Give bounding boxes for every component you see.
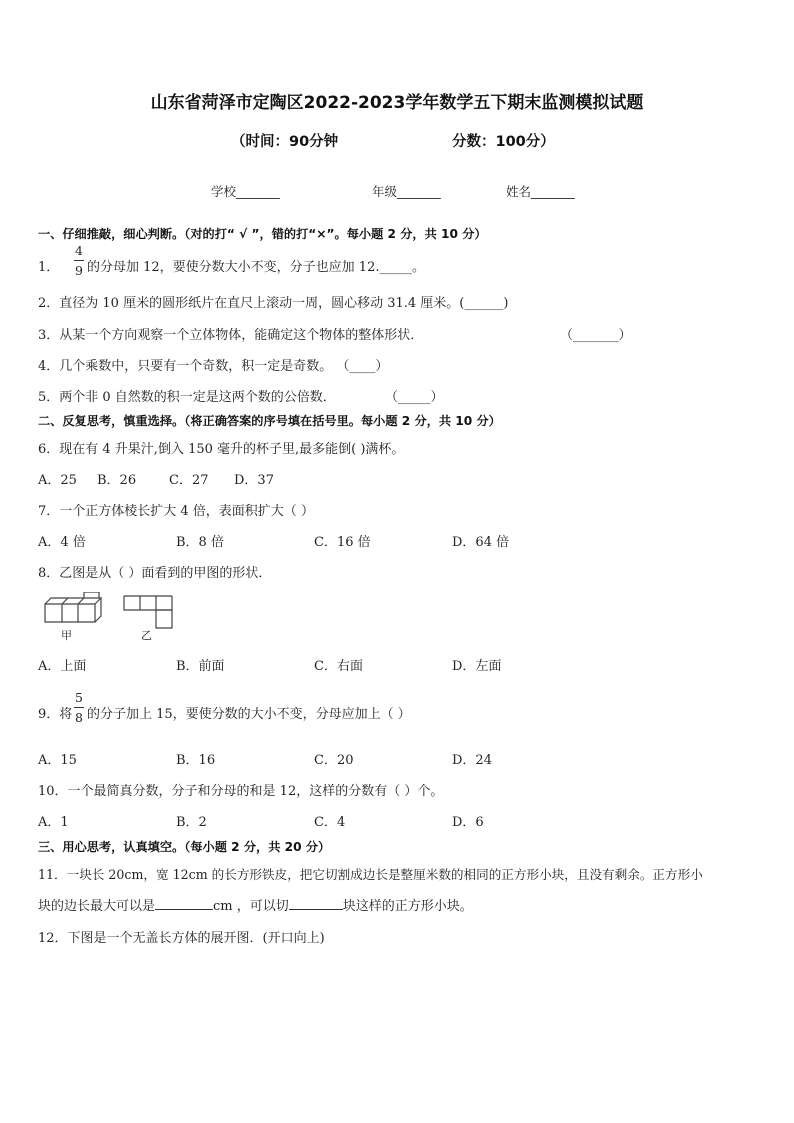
q6-option-a[interactable]: A．25 [38,473,77,488]
school-field[interactable]: 学校_______ [211,184,280,199]
q7-option-a[interactable]: A．4 倍 [38,535,86,550]
question-10: 10．一个最简真分数，分子和分母的和是 12，这样的分数有（ ）个。 [38,784,444,799]
q5-answer-paren[interactable]: （_____） [385,390,444,405]
exam-time: （时间：90分钟 [231,134,339,150]
q1-blank[interactable]: _____ [379,260,412,275]
q11-text-c: 块这样的正方形小块。 [342,899,473,914]
q1-number: 1． [38,260,60,275]
section-3-heading: 三、用心思考，认真填空。（每小题 2 分，共 20 分） [38,840,331,854]
q6-option-d[interactable]: D．37 [234,473,274,488]
q9-frac-numerator: 5 [75,690,83,705]
q9-number: 9．将 [38,707,73,722]
exam-score: 分数：100分） [452,134,555,150]
question-4: 4．几个乘数中，只要有一个奇数，积一定是奇数。 （____） [38,359,389,374]
question-11-line-1: 11．一块长 20cm，宽 12cm 的长方形铁皮，把它切割成边长是整厘米数的相同的正方形小块，且没有剩余。正方形小 [38,867,703,882]
q1-text: 的分母加 12，要使分数大小不变，分子也应加 12. [87,260,380,275]
q8-option-a[interactable]: A．上面 [38,659,87,674]
q9-option-c[interactable]: C．20 [314,753,354,768]
q8-option-c[interactable]: C．右面 [314,659,363,674]
section-1-heading: 一、仔细推敲，细心判断。（对的打“ √ ”，错的打“×”。每小题 2 分，共 10 分） [38,227,487,241]
label-yi: 乙 [141,629,152,642]
question-9: 的分子加上 15，要使分数的大小不变，分母应加上（ ） [87,707,411,722]
q9-frac-denominator: 8 [75,710,83,725]
question-3: 3．从某一个方向观察一个立体物体，能确定这个物体的整体形状． [38,328,424,343]
question-12: 12．下图是一个无盖长方体的展开图．(开口向上) [38,931,325,946]
question-8: 8．乙图是从（ ）面看到的甲图的形状． [38,566,272,581]
question-1 [87,256,425,275]
question-2: 2．直径为 10 厘米的圆形纸片在直尺上滚动一周，圆心移动 31.4 厘米。(______) [38,296,509,311]
q9-frac-bar [74,707,84,708]
question-5: 5．两个非 0 自然数的积一定是这两个数的公倍数． [38,390,336,405]
q11-blank-side[interactable] [155,899,213,910]
question-6: 6．现在有 4 升果汁,倒入 150 毫升的杯子里,最多能倒( )满杯。 [38,442,405,457]
q1-frac-denominator: 9 [75,263,83,278]
q9-option-b[interactable]: B．16 [176,753,216,768]
q7-option-c[interactable]: C．16 倍 [314,535,371,550]
q1-end: 。 [411,260,425,275]
figure-jia-cubes [45,592,101,622]
q1-frac-bar [74,260,84,261]
q8-option-d[interactable]: D．左面 [452,659,502,674]
q10-option-d[interactable]: D．6 [452,815,484,830]
q6-option-c[interactable]: C．27 [169,473,209,488]
q1-frac-numerator: 4 [75,243,83,258]
grade-field[interactable]: 年级_______ [372,184,441,199]
section-2-heading: 二、反复思考，慎重选择。（将正确答案的序号填在括号里。每小题 2 分，共 10 分） [38,414,501,428]
q7-option-d[interactable]: D．64 倍 [452,535,510,550]
q11-text-a: 块的边长最大可以是 [38,899,156,914]
question-11-line-2 [38,895,473,914]
q9-option-d[interactable]: D．24 [452,753,492,768]
label-jia: 甲 [61,629,72,642]
q11-blank-count[interactable] [289,899,343,910]
q10-option-a[interactable]: A．1 [38,815,69,830]
page-title: 山东省菏泽市定陶区2022-2023学年数学五下期末监测模拟试题 [150,93,644,113]
q3-answer-paren[interactable]: （_______） [560,328,632,343]
q9-option-a[interactable]: A．15 [38,753,77,768]
q11-text-b: cm ，可以切 [213,899,289,914]
figure-yi-view [124,596,172,628]
question-7: 7．一个正方体棱长扩大 4 倍，表面积扩大（ ） [38,504,314,519]
q6-option-b[interactable]: B．26 [97,473,137,488]
q7-option-b[interactable]: B．8 倍 [176,535,224,550]
q10-option-c[interactable]: C．4 [314,815,346,830]
q10-option-b[interactable]: B．2 [176,815,207,830]
q8-option-b[interactable]: B．前面 [176,659,225,674]
name-field[interactable]: 姓名_______ [506,184,575,199]
